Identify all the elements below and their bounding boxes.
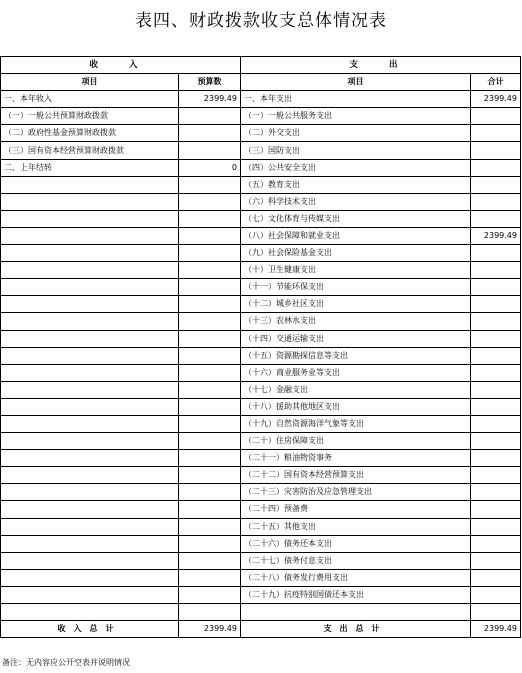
income-item-cell: 二、上年结转 [1,159,179,176]
income-item-cell [1,535,179,552]
income-value-cell: 0 [179,159,241,176]
income-item-cell [1,227,179,244]
expense-item-cell: （十九）自然资源海洋气象等支出 [241,415,471,432]
expense-item-cell: （十）卫生健康支出 [241,262,471,279]
table-row [1,381,521,398]
expense-item-cell: （二十三）灾害防治及应急管理支出 [241,484,471,501]
expense-item-cell: （十一）节能环保支出 [241,279,471,296]
income-item-cell: （一）一般公共预算财政拨款 [1,108,179,125]
table-row [1,142,521,159]
income-item-cell [1,604,179,621]
income-value-cell [179,381,241,398]
income-item-cell [1,398,179,415]
totals-row [1,621,521,638]
income-total-value: 2399.49 [179,621,241,638]
expense-item-cell: （十八）援助其他地区支出 [241,398,471,415]
income-item-cell [1,586,179,603]
table-body [1,91,521,621]
table-row [1,450,521,467]
expense-value-cell: 2399.49 [471,227,521,244]
income-item-cell [1,484,179,501]
expense-item-cell: （五）教育支出 [241,176,471,193]
expense-value-cell [471,330,521,347]
income-item-cell: （二）政府性基金预算财政拨款 [1,125,179,142]
expense-item-cell: （一）一般公共服务支出 [241,108,471,125]
expense-value-cell [471,501,521,518]
expense-item-cell: （八）社会保障和就业支出 [241,227,471,244]
table-row [1,176,521,193]
expense-item-cell: （二十七）债务付息支出 [241,552,471,569]
expense-item-cell: （二十九）抗疫特别国债还本支出 [241,586,471,603]
expense-value-cell [471,176,521,193]
table-row [1,313,521,330]
table-row [1,415,521,432]
expense-value-cell [471,296,521,313]
table-row [1,210,521,227]
income-item-cell [1,296,179,313]
income-value-cell [179,586,241,603]
income-value-cell [179,108,241,125]
fiscal-summary-table [0,56,521,638]
expense-value-cell [471,262,521,279]
expense-item-cell: （十四）交通运输支出 [241,330,471,347]
income-item-cell [1,210,179,227]
expense-value-cell [471,245,521,262]
table-row [1,279,521,296]
table-row [1,586,521,603]
expense-item-cell: （十三）农林水支出 [241,313,471,330]
income-value-cell [179,450,241,467]
income-value-cell [179,193,241,210]
table-row [1,296,521,313]
expense-item-cell: （十五）资源勘探信息等支出 [241,347,471,364]
table-row [1,91,521,108]
expense-item-cell: （三）国防支出 [241,142,471,159]
income-item-cell [1,313,179,330]
income-value-cell [179,518,241,535]
table-row [1,398,521,415]
expense-item-cell: （二十五）其他支出 [241,518,471,535]
expense-value-cell [471,108,521,125]
income-section-header: 收 入 [1,57,241,74]
income-item-cell [1,193,179,210]
expense-section-header: 支 出 [241,57,521,74]
expense-item-cell: （六）科学技术支出 [241,193,471,210]
expense-item-cell: （二十一）粮油物资事务 [241,450,471,467]
table-row [1,125,521,142]
expense-value-cell [471,604,521,621]
total-column-header: 合计 [471,74,521,91]
income-item-cell [1,569,179,586]
income-item-cell [1,245,179,262]
expense-value-cell [471,279,521,296]
table-row [1,159,521,176]
income-value-cell [179,330,241,347]
income-value-cell [179,552,241,569]
footnote: 备注：无内容应公开空表并说明情况 [2,658,130,667]
table-row [1,518,521,535]
expense-value-cell [471,552,521,569]
table-row [1,347,521,364]
income-value-cell [179,176,241,193]
income-item-cell [1,433,179,450]
income-item-cell [1,501,179,518]
income-item-cell [1,279,179,296]
expense-value-cell [471,313,521,330]
expense-value-cell [471,347,521,364]
income-value-cell [179,347,241,364]
income-item-cell [1,262,179,279]
income-item-cell [1,467,179,484]
expense-item-cell: （二）外交支出 [241,125,471,142]
income-value-cell [179,296,241,313]
table-row [1,330,521,347]
expense-item-cell: （四）公共安全支出 [241,159,471,176]
income-item-cell [1,381,179,398]
expense-value-cell [471,586,521,603]
table-row [1,227,521,244]
expense-value-cell [471,569,521,586]
income-total-label: 收入总计 [1,621,179,638]
income-value-cell [179,484,241,501]
expense-item-cell: （十六）商业服务业等支出 [241,364,471,381]
income-item-cell [1,552,179,569]
column-header-row [1,74,521,91]
income-item-cell [1,347,179,364]
income-value-cell [179,227,241,244]
income-value-cell [179,433,241,450]
income-value-cell [179,415,241,432]
table-row [1,467,521,484]
income-item-cell [1,518,179,535]
expense-value-cell [471,159,521,176]
expense-value-cell [471,125,521,142]
expense-value-cell [471,450,521,467]
expense-value-cell [471,398,521,415]
table-row [1,364,521,381]
table-row [1,245,521,262]
expense-value-cell [471,415,521,432]
income-value-cell [179,262,241,279]
expense-item-cell: （九）社会保险基金支出 [241,245,471,262]
expense-item-column-header: 项目 [241,74,471,91]
expense-value-cell [471,142,521,159]
expense-value-cell [471,467,521,484]
table-row [1,569,521,586]
income-value-cell [179,279,241,296]
expense-total-value: 2399.49 [471,621,521,638]
table-row [1,604,521,621]
expense-total-label: 支出总计 [241,621,471,638]
page-title: 表四、财政拨款收支总体情况表 [135,11,387,31]
table-row [1,193,521,210]
income-value-cell [179,467,241,484]
table-row [1,535,521,552]
income-value-cell [179,245,241,262]
income-item-cell [1,450,179,467]
expense-item-cell: （二十）住房保障支出 [241,433,471,450]
section-header-row [1,57,521,74]
expense-item-cell: （七）文化体育与传媒支出 [241,210,471,227]
income-item-cell [1,415,179,432]
expense-value-cell [471,381,521,398]
income-value-cell: 2399.49 [179,91,241,108]
expense-value-cell: 2399.49 [471,91,521,108]
income-item-cell: 一、本年收入 [1,91,179,108]
expense-value-cell [471,210,521,227]
expense-item-cell: 一、本年支出 [241,91,471,108]
income-value-cell [179,501,241,518]
expense-value-cell [471,364,521,381]
income-value-cell [179,364,241,381]
income-item-cell [1,176,179,193]
table-row [1,484,521,501]
expense-item-cell: （十二）城乡社区支出 [241,296,471,313]
income-value-cell [179,535,241,552]
expense-value-cell [471,193,521,210]
expense-item-cell: （二十二）国有资本经营预算支出 [241,467,471,484]
table-row [1,501,521,518]
expense-item-cell: （十七）金融支出 [241,381,471,398]
expense-value-cell [471,535,521,552]
income-value-cell [179,604,241,621]
expense-item-cell: （二十四）预备费 [241,501,471,518]
income-value-cell [179,125,241,142]
income-item-cell [1,330,179,347]
income-value-cell [179,142,241,159]
budget-column-header: 预算数 [179,74,241,91]
income-value-cell [179,210,241,227]
expense-value-cell [471,484,521,501]
table-row [1,262,521,279]
table-row [1,433,521,450]
table-row [1,552,521,569]
income-item-column-header: 项目 [1,74,179,91]
income-value-cell [179,398,241,415]
income-value-cell [179,313,241,330]
income-item-cell [1,364,179,381]
expense-item-cell: （二十六）债务还本支出 [241,535,471,552]
income-value-cell [179,569,241,586]
expense-value-cell [471,433,521,450]
expense-item-cell: （二十八）债务发行费用支出 [241,569,471,586]
table-row [1,108,521,125]
income-item-cell: （三）国有资本经营预算财政拨款 [1,142,179,159]
expense-value-cell [471,518,521,535]
expense-item-cell [241,604,471,621]
